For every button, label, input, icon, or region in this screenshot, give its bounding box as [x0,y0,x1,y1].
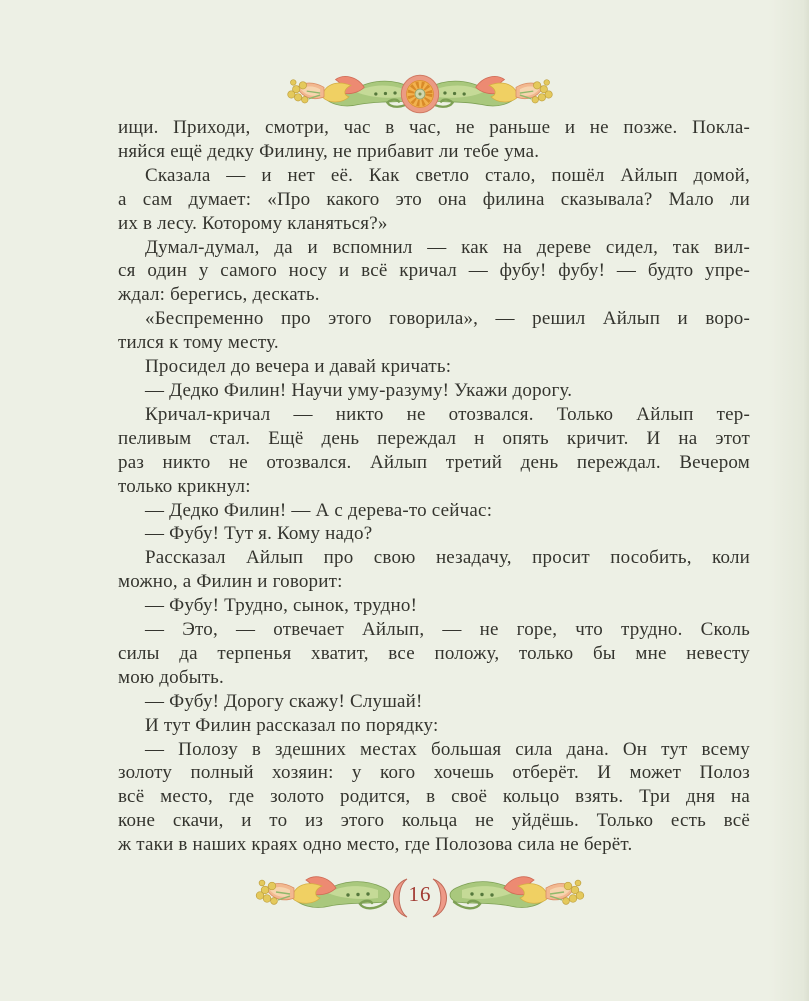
text-line: — Дедко Филин! — А с дерева-то сейчас: [145,499,493,521]
text-line: няйся ещё дедку Филину, не прибавит ли тебе ума. [118,140,540,162]
text-line: ж таки в наших краях одно место, где Полозова сила не берёт. [118,834,633,856]
paragraph [118,499,750,523]
paragraph [118,618,750,690]
text-block [118,116,750,857]
floral-garland-top-icon [283,70,557,118]
paragraph [118,379,750,403]
page-number: 16 [408,882,432,906]
text-line: ся один у самого носу и всё кричал — фубу! фубу! — будто упре- [118,260,750,282]
text-line: — Полозу в здешних местах большая сила дана. Он тут всему [145,738,750,760]
text-line: всё место, где золото родится, в своё кольцо взять. Три дня на [118,786,750,808]
paragraph [118,738,750,858]
paragraph [118,594,750,618]
text-line: мою добыть. [118,666,224,688]
text-line: Кричал-кричал — никто не отозвался. Только Айлып тер- [145,403,750,425]
text-line: — Фубу! Трудно, сынок, трудно! [145,595,418,617]
text-line: Рассказал Айлып про свою незадачу, просит пособить, коли [145,547,750,569]
text-line: И тут Филин рассказал по порядку: [145,714,439,736]
paragraph [118,307,750,355]
text-line: — Фубу! Тут я. Кому надо? [145,523,373,545]
paragraph [118,236,750,308]
text-line: — Дедко Филин! Научи уму-разуму! Укажи дорогу. [145,379,573,401]
text-line: Сказала — и нет её. Как светло стало, пошёл Айлып домой, [145,164,750,186]
text-line: коне скачи, и то из этого кольца не уйдёшь. Только есть всё [118,810,750,832]
text-line: «Беспременно про этого говорила», — решил Айлып и воро- [145,308,750,330]
text-line: а сам думает: «Про какого это она филина сказывала? Мало ли [118,188,750,210]
text-line: ждал: берегись, дескать. [118,284,320,306]
text-line: — Фубу! Дорогу скажу! Слушай! [145,690,423,712]
text-line: можно, а Филин и говорит: [118,571,343,593]
paragraph [118,522,750,546]
paragraph [118,116,750,164]
text-line: раз никто не отозвался. Айлып третий день переждал. Вечером [118,451,750,473]
text-line: тился к тому месту. [118,332,279,354]
text-line: — Это, — отвечает Айлып, — не горе, что трудно. Сколь [145,619,750,641]
text-line: Просидел до вечера и давай кричать: [145,356,452,378]
paragraph [118,546,750,594]
text-line: только крикнул: [118,475,251,497]
text-line: их в лесу. Которому кланяться?» [118,212,388,234]
paragraph [118,355,750,379]
text-line: силы да терпенья хватит, все положу, только бы мне невесту [118,642,750,664]
paragraph [118,403,750,499]
text-line: ищи. Приходи, смотри, час в час, не раньше и не позже. Покла- [118,117,750,138]
text-line: пеливым стал. Ещё день переждал н опять кричит. И на этот [118,427,750,449]
paragraph [118,690,750,714]
text-line: Думал-думал, да и вспомнил — как на дереве сидел, так вил- [145,236,750,258]
paragraph [118,164,750,236]
paragraph [118,714,750,738]
text-line: золоту полный хозяин: у кого хочешь отберёт. И может Полоз [118,762,750,784]
